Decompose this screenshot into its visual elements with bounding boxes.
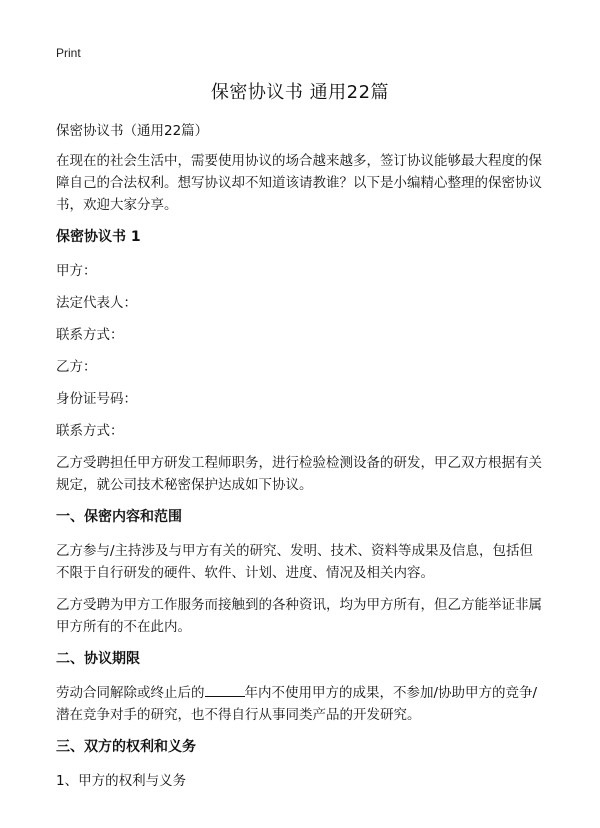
term-paragraph [56, 682, 546, 726]
section-heading-agreement-1: 保密协议书 1 [56, 229, 141, 245]
field-legal-representative: 法定代表人： [56, 295, 137, 311]
scope-paragraph-1: 乙方参与/主持涉及与甲方有关的研究、发明、技术、资料等成果及信息，包括但不限于自行研发的硬件、软件、计划、进度、情况及相关内容。 [56, 543, 534, 581]
scope-paragraph-2: 乙方受聘为甲方工作服务而接触到的各种资讯，均为甲方所有，但乙方能举证非属甲方所有的不在此内。 [56, 597, 542, 635]
field-party-a: 甲方： [56, 263, 97, 279]
heading-scope: 一、保密内容和范围 [56, 509, 182, 525]
document-subtitle: 保密协议书（通用22篇） [56, 123, 209, 139]
heading-rights: 三、双方的权利和义务 [56, 739, 196, 755]
blank-line [205, 684, 245, 697]
field-id-number: 身份证号码： [56, 391, 137, 407]
field-contact-a: 联系方式： [56, 327, 124, 343]
field-contact-b: 联系方式： [56, 423, 124, 439]
page-title: 保密协议书 通用22篇 [210, 82, 390, 103]
term-text-before: 劳动合同解除或终止后的 [56, 685, 205, 701]
rights-paragraph-1: 1、甲方的权利与义务 [56, 773, 187, 789]
document-body [56, 120, 546, 802]
field-party-b: 乙方： [56, 359, 97, 375]
intro-paragraph: 在现在的社会生活中，需要使用协议的场合越来越多，签订协议能够最大程度的保障自己的合法权利。想写协议却不知道该请教谁？以下是小编精心整理的保密协议书，欢迎大家分享。 [56, 153, 542, 213]
term-text-after: 年内不使用甲方的成果，不参加/协助甲方的竞争/潜在竞争对手的研究，也不得自行从事同类产品的开发研究。 [56, 685, 538, 723]
heading-term: 二、协议期限 [56, 651, 140, 667]
print-label: Print [56, 46, 81, 60]
employment-paragraph: 乙方受聘担任甲方研发工程师职务，进行检验检测设备的研发，甲乙双方根据有关规定，就公司技术秘密保护达成如下协议。 [56, 455, 542, 493]
